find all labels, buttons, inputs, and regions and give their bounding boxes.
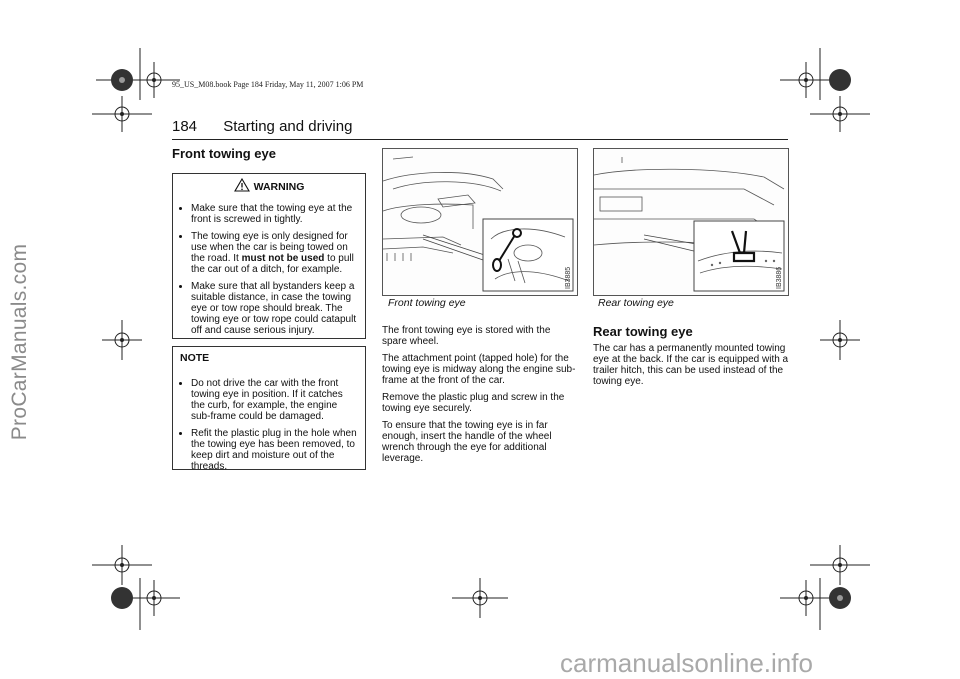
note-item: • Do not drive the car with the front towing eye in position. If it catches the curb, for example, the engine sub-frame could be damaged. [191, 378, 359, 422]
note-title: NOTE [180, 352, 210, 364]
front-figure-caption: Front towing eye [388, 297, 466, 309]
page-number: 184 [172, 118, 198, 135]
note-list [173, 378, 365, 472]
front-body-text [382, 325, 578, 470]
front-towing-eye-figure [382, 148, 578, 296]
front-car-illustration [383, 149, 577, 295]
page-header [172, 118, 352, 135]
warning-item: • Make sure that all bystanders keep a suitable distance, in case the towing eye or tow rope should break. The towing eye or tow rope could catapult off and cause serious injury. [191, 281, 359, 336]
rear-towing-eye-heading: Rear towing eye [593, 324, 693, 339]
rear-body-text [593, 343, 789, 393]
side-watermark: ProCarManuals.com [8, 243, 31, 441]
front-paragraph: Remove the plastic plug and screw in the towing eye securely. [382, 392, 565, 414]
header-rule [172, 139, 788, 140]
book-info-line: 95_US_M08.book Page 184 Friday, May 11, 2007 1:06 PM [172, 80, 364, 89]
front-paragraph: The front towing eye is stored with the spare wheel. [382, 325, 551, 347]
section-title: Starting and driving [223, 118, 353, 135]
front-paragraph: The attachment point (tapped hole) for the towing eye is midway along the engine sub-frame at the front of the car. [382, 353, 576, 386]
rear-car-illustration [594, 149, 788, 295]
rear-figure-code: IB3886 [776, 266, 783, 289]
warning-item-bold: must not be used [241, 253, 325, 264]
rear-figure-caption: Rear towing eye [598, 297, 674, 309]
warning-item-post: to pull the car out of a ditch, for example. [191, 253, 354, 275]
warning-title-row [173, 178, 365, 193]
warning-item-pre: The towing eye is only designed for use when the car is being towed on the road. It [191, 231, 348, 264]
rear-towing-eye-figure [593, 148, 789, 296]
front-paragraph: To ensure that the towing eye is in far enough, insert the handle of the wheel wrench through the eye for additional leverage. [382, 420, 552, 464]
bottom-watermark: carmanualsonline.info [560, 648, 813, 678]
rear-paragraph: The car has a permanently mounted towing eye at the back. If the car is equipped with a trailer hitch, this can be used instead of the towing eye. [593, 343, 789, 387]
note-item: • Refit the plastic plug in the hole when the towing eye has been removed, to keep dirt and moisture out of the threads. [191, 428, 359, 472]
warning-triangle-icon [234, 178, 250, 192]
warning-box [172, 173, 366, 339]
front-towing-eye-heading: Front towing eye [172, 146, 276, 161]
warning-list [173, 203, 365, 336]
warning-item: • Make sure that the towing eye at the front is screwed in tightly. [191, 203, 359, 225]
front-figure-code: IB3885 [565, 266, 572, 289]
note-box [172, 346, 366, 470]
warning-item [191, 231, 359, 275]
warning-title: WARNING [253, 181, 305, 193]
